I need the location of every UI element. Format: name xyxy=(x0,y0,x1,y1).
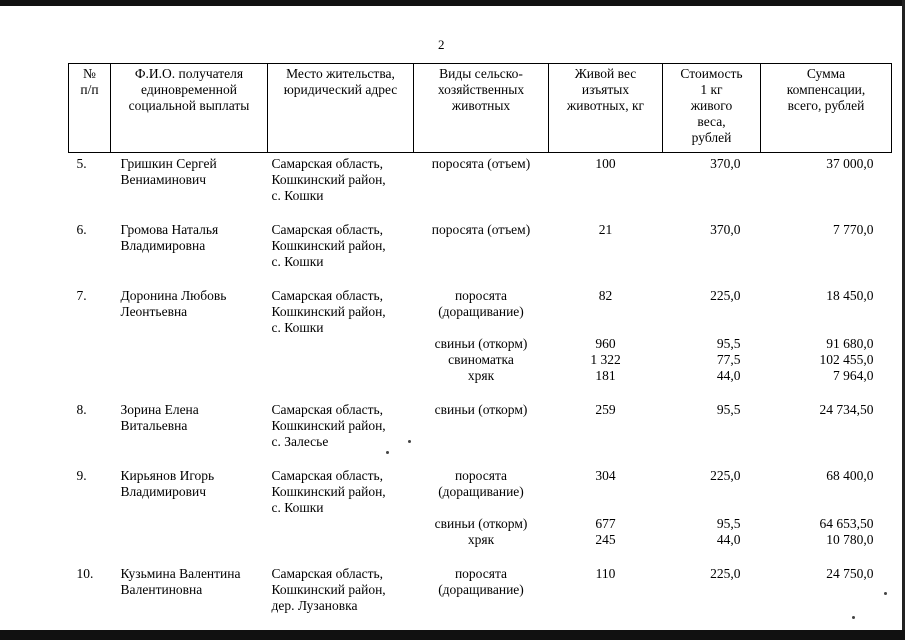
table-row xyxy=(69,368,892,384)
animal-kind-cell: хряк xyxy=(467,368,495,383)
compensation-sum-cell: 7 770,0 xyxy=(833,222,874,237)
price-per-kg-cell: 44,0 xyxy=(716,368,741,383)
table-row xyxy=(69,352,892,368)
compensation-sum-cell: 18 450,0 xyxy=(826,288,874,303)
price-per-kg-cell: 77,5 xyxy=(716,352,741,367)
row-number-cell: 6. xyxy=(76,222,87,237)
price-per-kg-cell: 95,5 xyxy=(716,336,741,351)
address-cell xyxy=(268,336,414,352)
row-number-cell: 10. xyxy=(76,566,94,581)
scan-speck xyxy=(386,451,389,454)
table-row xyxy=(69,204,892,270)
header-live-weight: Живой вес изъятых животных, кг xyxy=(549,64,663,153)
address-cell xyxy=(268,516,414,532)
address-cell: Самарская область, Кошкинский район, с. Кошки xyxy=(271,156,386,203)
recipient-name-cell xyxy=(111,368,268,384)
recipient-name-cell xyxy=(111,532,268,548)
header-animal-kind: Виды сельско- хозяйственных животных xyxy=(414,64,549,153)
header-recipient-name: Ф.И.О. получателя единовременной социальной выплаты xyxy=(111,64,268,153)
table-header-row xyxy=(69,64,892,153)
row-number-cell xyxy=(69,352,111,368)
compensation-sum-cell: 91 680,0 xyxy=(826,336,874,351)
price-per-kg-cell: 44,0 xyxy=(716,532,741,547)
recipient-name-cell xyxy=(111,516,268,532)
row-number-cell xyxy=(69,532,111,548)
price-per-kg-cell: 95,5 xyxy=(716,516,741,531)
table-row xyxy=(69,548,892,614)
animal-kind-cell: свиньи (откорм) xyxy=(434,336,528,351)
address-cell xyxy=(268,532,414,548)
live-weight-cell: 259 xyxy=(595,402,616,417)
live-weight-cell: 677 xyxy=(595,516,616,531)
scan-edge-top xyxy=(0,0,905,6)
live-weight-cell: 100 xyxy=(595,156,616,171)
table-row xyxy=(69,153,892,205)
table-row xyxy=(69,516,892,532)
address-cell: Самарская область, Кошкинский район, с. Кошки xyxy=(271,222,386,269)
compensation-sum-cell: 37 000,0 xyxy=(826,156,874,171)
price-per-kg-cell: 95,5 xyxy=(716,402,741,417)
table-row xyxy=(69,336,892,352)
animal-kind-cell: свиньи (откорм) xyxy=(434,402,528,417)
price-per-kg-cell: 370,0 xyxy=(710,222,741,237)
scan-speck xyxy=(884,592,887,595)
scan-speck xyxy=(852,616,855,619)
row-number-cell xyxy=(69,336,111,352)
price-per-kg-cell: 225,0 xyxy=(710,566,741,581)
recipient-name-cell: Доронина Любовь Леонтьевна xyxy=(120,288,227,319)
table-row xyxy=(69,532,892,548)
animal-kind-cell: поросята (доращивание) xyxy=(438,288,524,319)
animal-kind-cell: поросята (доращивание) xyxy=(438,566,524,597)
header-address: Место жительства, юридический адрес xyxy=(268,64,414,153)
price-per-kg-cell: 225,0 xyxy=(710,468,741,483)
animal-kind-cell: хряк xyxy=(467,532,495,547)
price-per-kg-cell: 370,0 xyxy=(710,156,741,171)
address-cell: Самарская область, Кошкинский район, дер. Лузановка xyxy=(271,566,386,613)
compensation-sum-cell: 10 780,0 xyxy=(826,532,874,547)
row-number-cell xyxy=(69,516,111,532)
compensation-sum-cell: 24 734,50 xyxy=(819,402,874,417)
animal-kind-cell: свиноматка xyxy=(448,352,514,367)
row-number-cell: 5. xyxy=(76,156,87,171)
address-cell: Самарская область, Кошкинский район, с. Кошки xyxy=(271,468,386,515)
price-per-kg-cell: 225,0 xyxy=(710,288,741,303)
recipient-name-cell: Зорина Елена Витальевна xyxy=(120,402,199,433)
scan-edge-bottom xyxy=(0,630,905,640)
address-cell: Самарская область, Кошкинский район, с. Залесье xyxy=(271,402,386,449)
recipient-name-cell: Громова Наталья Владимировна xyxy=(120,222,219,253)
animal-kind-cell: поросята (доращивание) xyxy=(438,468,524,499)
live-weight-cell: 110 xyxy=(595,566,616,581)
table-row xyxy=(69,384,892,450)
compensation-sum-cell: 7 964,0 xyxy=(833,368,874,383)
animal-kind-cell: поросята (отъем) xyxy=(431,156,531,171)
row-number-cell: 8. xyxy=(76,402,87,417)
scan-speck xyxy=(408,440,411,443)
header-number: № п/п xyxy=(69,64,111,153)
live-weight-cell: 82 xyxy=(598,288,613,303)
live-weight-cell: 1 322 xyxy=(590,352,621,367)
compensation-sum-cell: 24 750,0 xyxy=(826,566,874,581)
live-weight-cell: 181 xyxy=(595,368,616,383)
header-compensation-sum: Сумма компенсации, всего, рублей xyxy=(761,64,892,153)
address-cell: Самарская область, Кошкинский район, с. Кошки xyxy=(271,288,386,335)
header-price-per-kg: Стоимость 1 кг живого веса, рублей xyxy=(663,64,761,153)
live-weight-cell: 21 xyxy=(598,222,613,237)
recipient-name-cell: Кузьмина Валентина Валентиновна xyxy=(120,566,241,597)
recipient-name-cell xyxy=(111,352,268,368)
row-number-cell xyxy=(69,368,111,384)
table-row xyxy=(69,450,892,516)
address-cell xyxy=(268,368,414,384)
row-number-cell: 9. xyxy=(76,468,87,483)
table-row xyxy=(69,270,892,336)
recipient-name-cell: Кирьянов Игорь Владимирович xyxy=(120,468,215,499)
recipient-name-cell xyxy=(111,336,268,352)
compensation-sum-cell: 68 400,0 xyxy=(826,468,874,483)
live-weight-cell: 245 xyxy=(595,532,616,547)
animal-kind-cell: свиньи (откорм) xyxy=(434,516,528,531)
page-number: 2 xyxy=(438,37,445,52)
animal-kind-cell: поросята (отъем) xyxy=(431,222,531,237)
compensation-sum-cell: 102 455,0 xyxy=(819,352,874,367)
live-weight-cell: 960 xyxy=(595,336,616,351)
compensation-sum-cell: 64 653,50 xyxy=(819,516,874,531)
live-weight-cell: 304 xyxy=(595,468,616,483)
address-cell xyxy=(268,352,414,368)
compensation-table xyxy=(68,63,892,614)
row-number-cell: 7. xyxy=(76,288,87,303)
recipient-name-cell: Гришкин Сергей Вениаминович xyxy=(120,156,217,187)
